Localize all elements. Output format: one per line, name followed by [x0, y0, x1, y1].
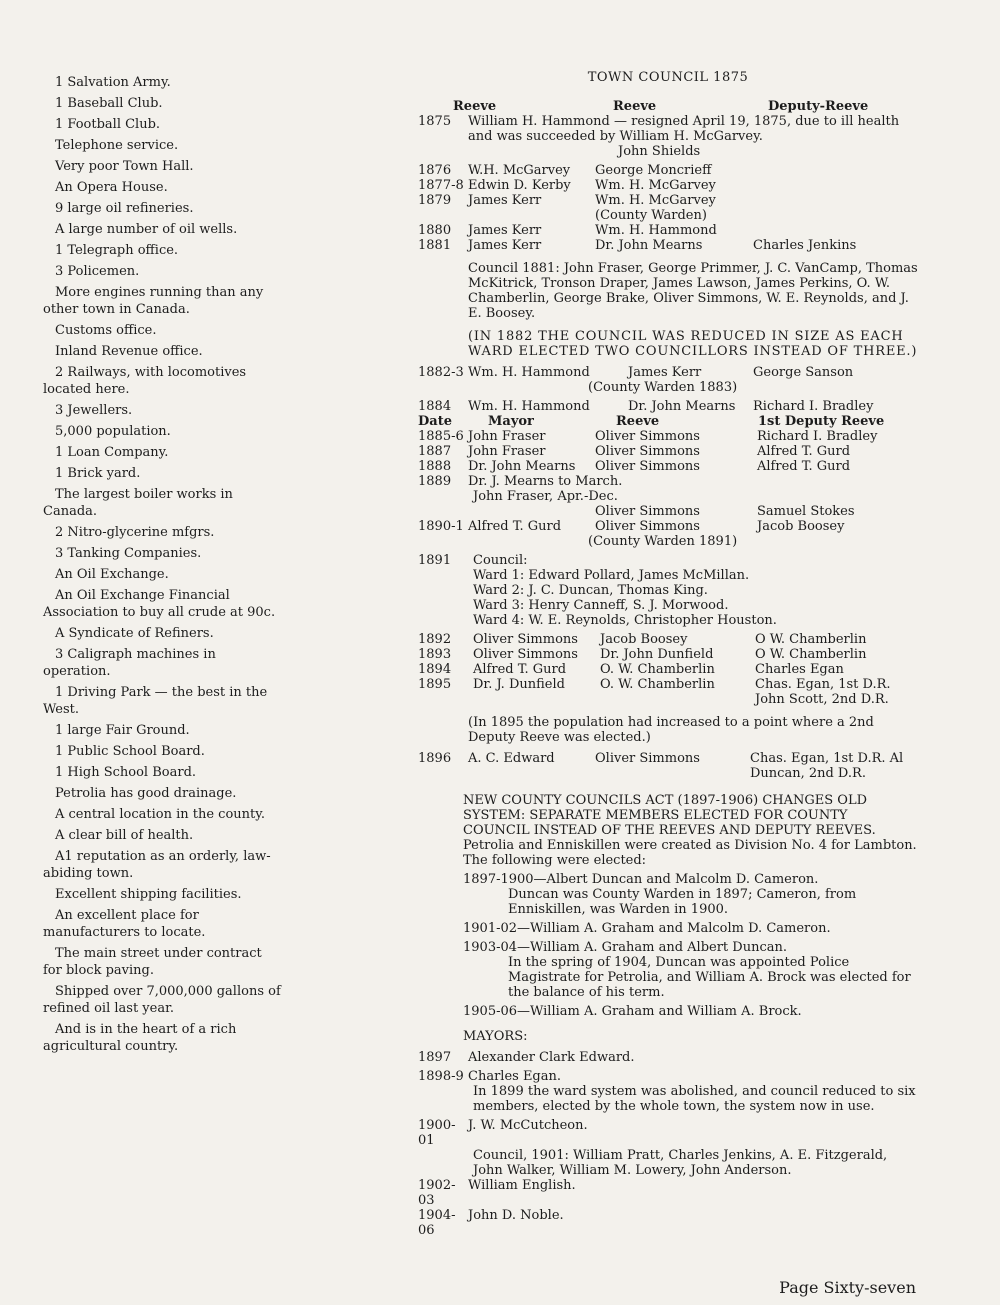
county-councils-act: NEW COUNTY COUNCILS ACT (1897-1906) CHANGES OLD SYSTEM: SEPARATE MEMBERS ELECTED FOR COUNTY COUNCIL INSTEAD OF THE REEVES AND DEPUTY REEVES. Petrolia and Enniskillen were created as Division No. 4 for Lambton. The following were elected: 1897-1900—Albert Duncan and Malcolm D. Cameron. Duncan was County Warden in 1897; Cameron, from Enniskillen, was Warden in 1900. 1901-02—William A. Graham and Malcolm D. Cameron. 1903-04—William A. Graham and Albert Duncan. In the spring of 1904, Duncan was appointed Police Magistrate for Petrolia, and William A. Brock was elected for the balance of his term. 1905-06—William A. Graham and William A. Brock. MAYORS:	[463, 793, 917, 1044]
feature-item: 1 large Fair Ground.	[55, 723, 190, 738]
feature-item: 1 Brick yard.	[55, 466, 141, 481]
table-row: 1880 James Kerr Wm. H. Hammond	[418, 223, 717, 238]
entry-1889: 1889 Dr. J. Mearns to March.	[418, 474, 623, 489]
ward-item: Ward 2: J. C. Duncan, Thomas King.	[473, 583, 708, 598]
feature-item: 5,000 population.	[55, 424, 171, 439]
feature-item: 1 Baseball Club.	[55, 96, 163, 111]
feature-item: Petrolia has good drainage.	[55, 786, 237, 801]
feature-item: An Oil Exchange.	[55, 567, 169, 582]
table-row: 1894 Alfred T. Gurd O. W. Chamberlin Charles Egan	[418, 662, 844, 677]
entry-1884: 1884 Wm. H. Hammond Dr. John Mearns Richard I. Bradley	[418, 399, 874, 414]
feature-item: Customs office.	[55, 323, 157, 338]
feature-item: 1 Driving Park — the best in the West.	[43, 685, 268, 717]
entry-1875-deputy: John Shields	[618, 144, 701, 159]
entry-1890: 1890-1 Alfred T. Gurd Oliver Simmons Jacob Boosey	[418, 519, 845, 534]
council-history: TOWN COUNCIL 1875 Reeve Reeve Deputy-Reeve 1875 William H. Hammond — resigned April 19, 1875, due to ill health and was succeeded by William H. McGarvey. John Shields 1876 W.H. McGarvey George Moncrieff 1877-8 Edwin D. Kerby Wm. H. McGarvey 1879 James Kerr Wm. H. McGarvey (County Warden) 1880 James Kerr Wm. H. Hammond 1881 James Kerr Dr. John Mearns Charles Jenkins Council 1881: John Fraser, George Primmer, J. C. VanCamp, Thomas McKitrick, Tronson Draper, James Lawson, James Perkins, O. W. Chamberlin, George Brake, Oliver Simmons, W. E. Reynolds, and J. E. Boosey. (IN 1882 THE COUNCIL WAS REDUCED IN SIZE AS EACH WARD ELECTED TWO COUNCILLORS INSTEAD OF THREE.) 1882-3 Wm. H. Hammond James Kerr George Sanson (County Warden 1883) 1884 Wm. H. Hammond Dr. John Mearns Richard I. Bradley Date Mayor Reeve 1st Deputy Reeve 1885-6 John Fraser Oliver Simmons Richard I. Bradley 1887 John Fraser Oliver Simmons Alfred T. Gurd 1888 Dr. John Mearns Oliver Simmons Alfred T. Gurd 1889 Dr. J. Mearns to March. John Fraser, Apr.-Dec. Oliver Simmons Samuel Stokes 1890-1 Alfred T. Gurd Oliver Simmons Jacob Boosey (County Warden 1891) 1891 Council: Ward 1: Edward Pollard, James McMillan. Ward 2: J. C. Duncan, Thomas King. Ward 3: Henry Canneff, S. J. Morwood. Ward 4: W. E. Reynolds, Christopher Houston. 1892 Oliver Simmons Jacob Boosey O W. Chamberlin 1893 Oliver Simmons Dr. John Dunfield O W. Chamberlin 1894 Alfred T. Gurd O. W. Chamberlin Charles Egan 1895 Dr. J. Dunfield O. W. Chamberlin Chas. Egan, 1st D.R. John Scott, 2nd D.R. (In 1895 the population had increased to a point where a 2nd Deputy Reeve was elected.) 1896 A. C. Edward Oliver Simmons Chas. Egan, 1st D.R. Al Duncan, 2nd D.R. NEW COUNTY COUNCILS ACT (1897-1906) CHANGES OLD SYSTEM: SEPARATE MEMBERS ELECTED FOR COUNTY COUNCIL INSTEAD OF THE REEVES AND DEPUTY REEVES. Petrolia and Enniskillen were created as Division No. 4 for Lambton. The following were elected: 1897-1900—Albert Duncan and Malcolm D. Cameron. Duncan was County Warden in 1897; Cameron, from Enniskillen, was Warden in 1900. 1901-02—William A. Graham and Malcolm D. Cameron. 1903-04—William A. Graham and Albert Duncan. In the spring of 1904, Duncan was appointed Police Magistrate for Petrolia, and William A. Brock was elected for the balance of his term. 1905-06—William A. Graham and William A. Brock. MAYORS: 1897 Alexander Clark Edward. 1898-9 Charles Egan. In 1899 the ward system was abolished, and council reduced to six members, elected by the whole town, the system now in use. 1900-01 J. W. McCutcheon. Council, 1901: William Pratt, Charles Jenkins, A. E. Fitzgerald, John Walker, William M. Lowery, John Anderson. 1902-03 William English. 1904-06 John D. Noble.	[418, 70, 918, 1238]
entry-1882: 1882-3 Wm. H. Hammond James Kerr George Sanson	[418, 365, 854, 380]
table-row: 1887 John Fraser Oliver Simmons Alfred T. Gurd	[418, 444, 851, 459]
entry-1891: 1891 Council:	[418, 553, 528, 568]
feature-item: A central location in the county.	[55, 807, 265, 822]
reeve-table-1876-1881	[418, 163, 918, 253]
table-row: 1888 Dr. John Mearns Oliver Simmons Alfred T. Gurd	[418, 459, 851, 474]
council-reduced-note: (IN 1882 THE COUNCIL WAS REDUCED IN SIZE AS EACH WARD ELECTED TWO COUNCILLORS INSTEAD OF THREE.)	[468, 329, 918, 359]
town-features-list	[43, 74, 283, 1059]
feature-item: Very poor Town Hall.	[55, 159, 194, 174]
ward-list	[418, 568, 918, 628]
feature-item: Telephone service.	[55, 138, 179, 153]
table-row: 1893 Oliver Simmons Dr. John Dunfield O W. Chamberlin	[418, 647, 867, 662]
mayors-heading: MAYORS:	[463, 1029, 528, 1044]
feature-item: The main street under contract for block paving.	[43, 946, 262, 978]
feature-item: 1 Telegraph office.	[55, 243, 179, 258]
feature-item: 2 Nitro-glycerine mfgrs.	[55, 525, 215, 540]
council-table-1892-1895	[418, 632, 918, 707]
ward-item: Ward 1: Edward Pollard, James McMillan.	[473, 568, 750, 583]
feature-item: 2 Railways, with locomotives located here.	[43, 365, 247, 397]
feature-item: Excellent shipping facilities.	[55, 887, 242, 902]
feature-item: The largest boiler works in Canada.	[43, 487, 233, 519]
feature-item: 1 Football Club.	[55, 117, 161, 132]
feature-item: And is in the heart of a rich agricultural country.	[43, 1022, 237, 1054]
feature-item: 1 Loan Company.	[55, 445, 169, 460]
ward-item: Ward 4: W. E. Reynolds, Christopher Houston.	[473, 613, 777, 628]
table-row: 1877-8 Edwin D. Kerby Wm. H. McGarvey	[418, 178, 716, 193]
feature-item: A1 reputation as an orderly, law-abiding town.	[43, 849, 271, 881]
mayor-table-1885-1888	[418, 429, 918, 474]
feature-item: 9 large oil refineries.	[55, 201, 194, 216]
feature-item: Inland Revenue office.	[55, 344, 203, 359]
council-1881-note: Council 1881: John Fraser, George Primmer, J. C. VanCamp, Thomas McKitrick, Tronson Draper, James Lawson, James Perkins, O. W. Chamberlin, George Brake, Oliver Simmons, W. E. Reynolds, and J. E. Boosey.	[468, 261, 918, 321]
feature-item: 1 Public School Board.	[55, 744, 205, 759]
feature-item: 3 Caligraph machines in operation.	[43, 647, 216, 679]
feature-item: 3 Jewellers.	[55, 403, 133, 418]
council-title: TOWN COUNCIL 1875	[587, 70, 749, 85]
entry-1896: 1896 A. C. Edward Oliver Simmons Chas. Egan, 1st D.R. Al Duncan, 2nd D.R.	[418, 751, 904, 781]
feature-item: 3 Tanking Companies.	[55, 546, 202, 561]
table-row: 1892 Oliver Simmons Jacob Boosey O W. Chamberlin	[418, 632, 867, 647]
mayor-header: Date Mayor Reeve 1st Deputy Reeve	[418, 414, 885, 429]
feature-item: 1 Salvation Army.	[55, 75, 171, 90]
ward-item: Ward 3: Henry Canneff, S. J. Morwood.	[473, 598, 729, 613]
header-deputy-reeve: Deputy-Reeve	[768, 99, 869, 114]
feature-item: An Oil Exchange Financial Association to buy all crude at 90c.	[43, 588, 276, 620]
feature-item: Shipped over 7,000,000 gallons of refined oil last year.	[43, 984, 281, 1016]
feature-item: A Syndicate of Refiners.	[55, 626, 214, 641]
feature-item: 1 High School Board.	[55, 765, 197, 780]
feature-item: 3 Policemen.	[55, 264, 140, 279]
entry-1875: 1875 William H. Hammond — resigned April 19, 1875, due to ill health and was succeeded by William H. McGarvey.	[418, 114, 900, 144]
feature-item: A clear bill of health.	[55, 828, 194, 843]
feature-item: More engines running than any other town in Canada.	[43, 285, 264, 317]
header-reeve-2: Reeve	[613, 99, 657, 114]
table-row: 1881 James Kerr Dr. John Mearns Charles Jenkins	[418, 238, 857, 253]
header-reeve-1: Reeve	[453, 99, 497, 114]
table-row: 1876 W.H. McGarvey George Moncrieff	[418, 163, 712, 178]
table-row: 1895 Dr. J. Dunfield O. W. Chamberlin Chas. Egan, 1st D.R. John Scott, 2nd D.R.	[418, 677, 891, 707]
table-row: 1885-6 John Fraser Oliver Simmons Richard I. Bradley	[418, 429, 878, 444]
page-number: Page Sixty-seven	[779, 1278, 916, 1297]
table-row: 1879 James Kerr Wm. H. McGarvey (County Warden)	[418, 193, 716, 223]
feature-item: A large number of oil wells.	[55, 222, 238, 237]
feature-item: An Opera House.	[55, 180, 168, 195]
reeve-header	[418, 99, 918, 114]
population-note: (In 1895 the population had increased to a point where a 2nd Deputy Reeve was elected.)	[468, 715, 874, 745]
feature-item: An excellent place for manufacturers to locate.	[43, 908, 206, 940]
mayors-list: 1897 Alexander Clark Edward. 1898-9 Charles Egan. In 1899 the ward system was abolished, and council reduced to six members, elected by the whole town, the system now in use. 1900-01 J. W. McCutcheon. Council, 1901: William Pratt, Charles Jenkins, A. E. Fitzgerald, John Walker, William M. Lowery, John Anderson. 1902-03 William English. 1904-06 John D. Noble.	[418, 1050, 916, 1238]
